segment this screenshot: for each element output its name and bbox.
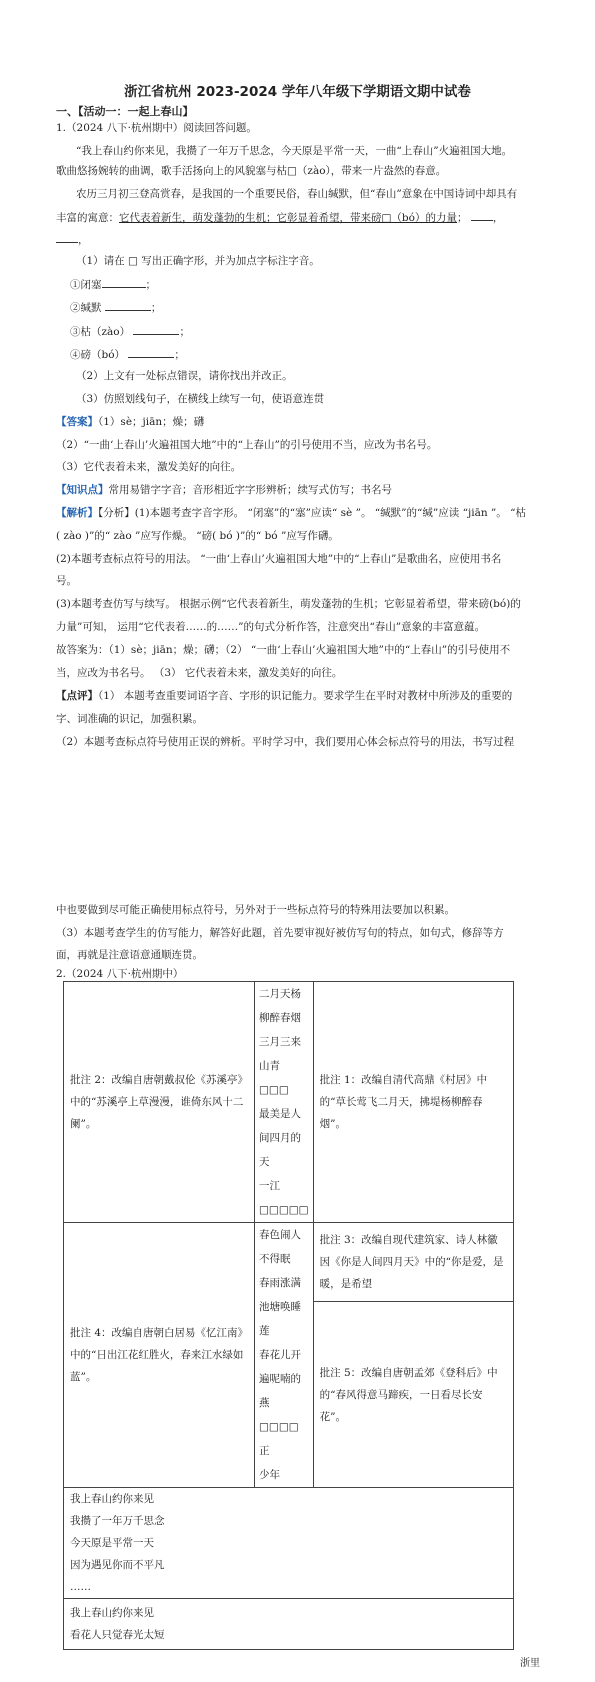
poem-line: 我上春山约你来见 [70, 1493, 154, 1505]
comment-tag: 【点评】 [56, 690, 98, 702]
analysis-line: 当，应改为书名号。 （3） 它代表着未来，激发美好的向往。 [56, 667, 343, 679]
note-cell [64, 982, 255, 1223]
poem-lines [259, 1223, 309, 1487]
passage-text: 丰富的寓意： [56, 212, 119, 224]
option-label: ①闭塞 [70, 279, 102, 291]
analysis-line: (2)本题考查标点符号的用法。 “一曲‘上春山’火遍祖国大地”中的“上春山”是歌曲名，应使用书名 [56, 553, 502, 565]
note-cell [313, 1302, 513, 1488]
sub-question-1: （1）请在 □ 写出正确字形，并为加点字标注字音。 [76, 255, 320, 267]
poem-cell [64, 1599, 514, 1650]
poem-lines [70, 1488, 507, 1598]
passage-line: 农历三月初三登高赏春，是我国的一个重要民俗，春山缄默，但“春山”意象在中国诗词中却具有 [76, 188, 518, 200]
poem-line: 少年 [259, 1469, 280, 1481]
annotation-1: 批注 1：改编自清代高鼎《村居》中的“草长莺飞二月天，拂堤杨柳醉春烟”。 [319, 1074, 488, 1130]
analysis-line: ( zào )”的“ zào ”应写作燥。 “磅( bó )”的“ bó ”应写作礴。 [56, 530, 339, 542]
poem-line: 最美是人 [259, 1108, 301, 1120]
passage-text: ， [78, 234, 89, 246]
poem-line: □□□□正 [259, 1421, 299, 1457]
poem-line: 柳醉春烟 [259, 1012, 301, 1024]
poem-line: 因为遇见你而不平凡 [70, 1559, 165, 1571]
analysis-line: 力量”可知， 运用“它代表着……的……”的句式分析作答，注意突出“春山”意象的丰富意蕴。 [56, 621, 486, 633]
answer-line: （3）它代表着未来，激发美好的向往。 [56, 461, 242, 473]
q2-heading: 2.（2024 八下·杭州期中） [56, 968, 184, 980]
poem-line: 春雨涨满 [259, 1277, 301, 1289]
passage-text: ； [456, 212, 468, 224]
poem-line: 池塘唤睡 [259, 1301, 301, 1313]
note-cell [313, 982, 513, 1223]
poem-line: 一江 [259, 1180, 280, 1192]
poem-line: 今天原是平常一天 [70, 1537, 154, 1549]
option-3: ③枯（zào） ； [70, 326, 190, 338]
comment-text: （1） 本题考查重要词语字音、字形的识记能力。要求学生在平时对教材中所涉及的重要的 [98, 690, 513, 702]
answer-line: （2）“一曲‘上春山’火遍祖国大地”中的“上春山”的引号使用不当，应改为书名号。 [56, 439, 438, 451]
annotation-3: 批注 3：改编自现代建筑家、诗人林徽因《你是人间四月天》中的“你是爱，是暖，是希望 [319, 1234, 504, 1291]
analysis-line: 号。 [56, 575, 77, 587]
poem-line: 燕 [259, 1397, 270, 1409]
underlined-sentence: 它代表着新生，萌发蓬勃的生机；它彰显着希望，带来磅□（bó）的力量 [119, 212, 457, 224]
poem-lines [70, 1602, 507, 1646]
note-cell [64, 1223, 255, 1488]
sub-question-2: （2）上文有一处标点错误，请你找出并改正。 [76, 370, 293, 382]
answer-blank[interactable] [471, 210, 493, 221]
passage-text: ， [492, 212, 504, 224]
q1-heading: 1.（2024 八下·杭州期中）阅读回答问题。 [56, 122, 257, 134]
poem-line: 看花人只觉春光太短 [70, 1629, 165, 1641]
answer-blank[interactable] [128, 347, 174, 358]
sub-question-3: （3）仿照划线句子，在横线上续写一句，使语意连贯 [76, 393, 325, 405]
poem-line: 天 [259, 1156, 270, 1168]
poem-line: 我上春山约你来见 [70, 1607, 154, 1619]
knowledge-line [56, 483, 536, 497]
poem-line: 莲 [259, 1325, 270, 1337]
comment-line: 字、词准确的识记，加强积累。 [56, 713, 203, 725]
passage-line: 歌曲悠扬婉转的曲调，歌手活扬向上的风貌塞与枯□（zào），带来一片盎然的春意。 [56, 165, 447, 177]
poem-line: 春花儿开 [259, 1349, 301, 1361]
comment-line [56, 689, 536, 703]
knowledge-text: 常用易错字字音；音形相近字字形辨析；续写式仿写；书名号 [108, 484, 392, 496]
annotation-4: 批注 4：改编自唐朝白居易《忆江南》中的“日出江花红胜火，春来江水绿如蓝”。 [70, 1327, 244, 1383]
option-label: ②缄默 [70, 302, 102, 314]
poem-line: 间四月的 [259, 1132, 301, 1144]
poem-cell [255, 1223, 314, 1488]
poem-cell [64, 1488, 514, 1599]
poem-line: 二月天杨 [259, 988, 301, 1000]
poem-line: 不得眠 [259, 1253, 291, 1265]
poem-line: …… [70, 1581, 91, 1593]
poem-line: 山青□□□ [259, 1060, 289, 1096]
comment-line: 面，再就是注意语意通顺连贯。 [56, 949, 203, 961]
passage-line [56, 210, 536, 225]
poem-line: 三月三来 [259, 1036, 301, 1048]
answer-blank[interactable] [105, 300, 151, 311]
annotation-5: 批注 5：改编自唐朝孟郊《登科后》中的“春风得意马蹄疾，一日看尽长安花”。 [319, 1366, 498, 1423]
note-cell [313, 1223, 513, 1302]
page-title: 浙江省杭州 2023-2024 学年八年级下学期语文期中试卷 [124, 84, 471, 100]
analysis-text: 【分析】(1)本题考查字音字形。 “闭塞”的“塞”应读“ sè ”。 “缄默”的“缄”应读 “jiān ”。 “枯 [98, 507, 527, 519]
annotation-2: 批注 2：改编自唐朝戴叔伦《苏溪亭》中的“苏溪亭上草漫漫，谁倚东风十二阑”。 [70, 1074, 244, 1130]
poem-lines [259, 982, 309, 1222]
poem-line: 遍呢喃的 [259, 1373, 301, 1385]
poem-line: 我攒了一年万千思念 [70, 1515, 165, 1527]
option-label: ③枯（zào） [70, 326, 131, 338]
section-heading: 一、【活动一：一起上春山】 [56, 105, 194, 118]
poem-annotation-table [63, 981, 514, 1650]
analysis-line: (3)本题考查仿写与续写。 根据示例“它代表着新生，萌发蓬勃的生机；它彰显着希望，带来磅(bó)的 [56, 598, 521, 610]
option-2: ②缄默 ； [70, 302, 162, 314]
answer-text: （1）sè；jiān；燥；礴 [98, 416, 205, 428]
poem-line: 春色闹人 [259, 1229, 301, 1241]
answer-blank[interactable] [102, 277, 146, 288]
analysis-tag: 【解析】 [56, 507, 98, 519]
comment-line: （3）本题考查学生的仿写能力，解答好此题，首先要审视好被仿写句的特点，如句式，修辞等方 [56, 927, 504, 939]
analysis-line: 故答案为：（1）sè；jiān；燥；礴；（2） “一曲‘上春山’火遍祖国大地”中的“上春山”的引号使用不 [56, 644, 511, 656]
answer-blank[interactable] [133, 324, 179, 335]
comment-line: （2）本题考查标点符号使用正误的辨析。平时学习中，我们要用心体会标点符号的用法，书写过程 [56, 736, 515, 748]
poem-cell [255, 982, 314, 1223]
answer-blank[interactable] [56, 232, 78, 243]
analysis-line [56, 506, 536, 520]
answer-tag: 【答案】 [56, 416, 98, 428]
page-footer: 浙里 [520, 1658, 540, 1669]
poem-line: □□□□□ [259, 1204, 309, 1216]
option-label: ④磅（bó） [70, 349, 126, 361]
answer-line [56, 415, 536, 429]
comment-line: 中也要做到尽可能正确使用标点符号，另外对于一些标点符号的特殊用法要加以积累。 [56, 904, 455, 916]
passage-line: “我上春山约你来见，我攒了一年万千思念，今天原是平常一天，一曲“上春山”火遍祖国大地。 [76, 145, 513, 157]
passage-line [56, 232, 536, 247]
option-1: ①闭塞 ； [70, 279, 156, 291]
option-4: ④磅（bó） ； [70, 349, 185, 361]
knowledge-tag: 【知识点】 [56, 484, 109, 496]
